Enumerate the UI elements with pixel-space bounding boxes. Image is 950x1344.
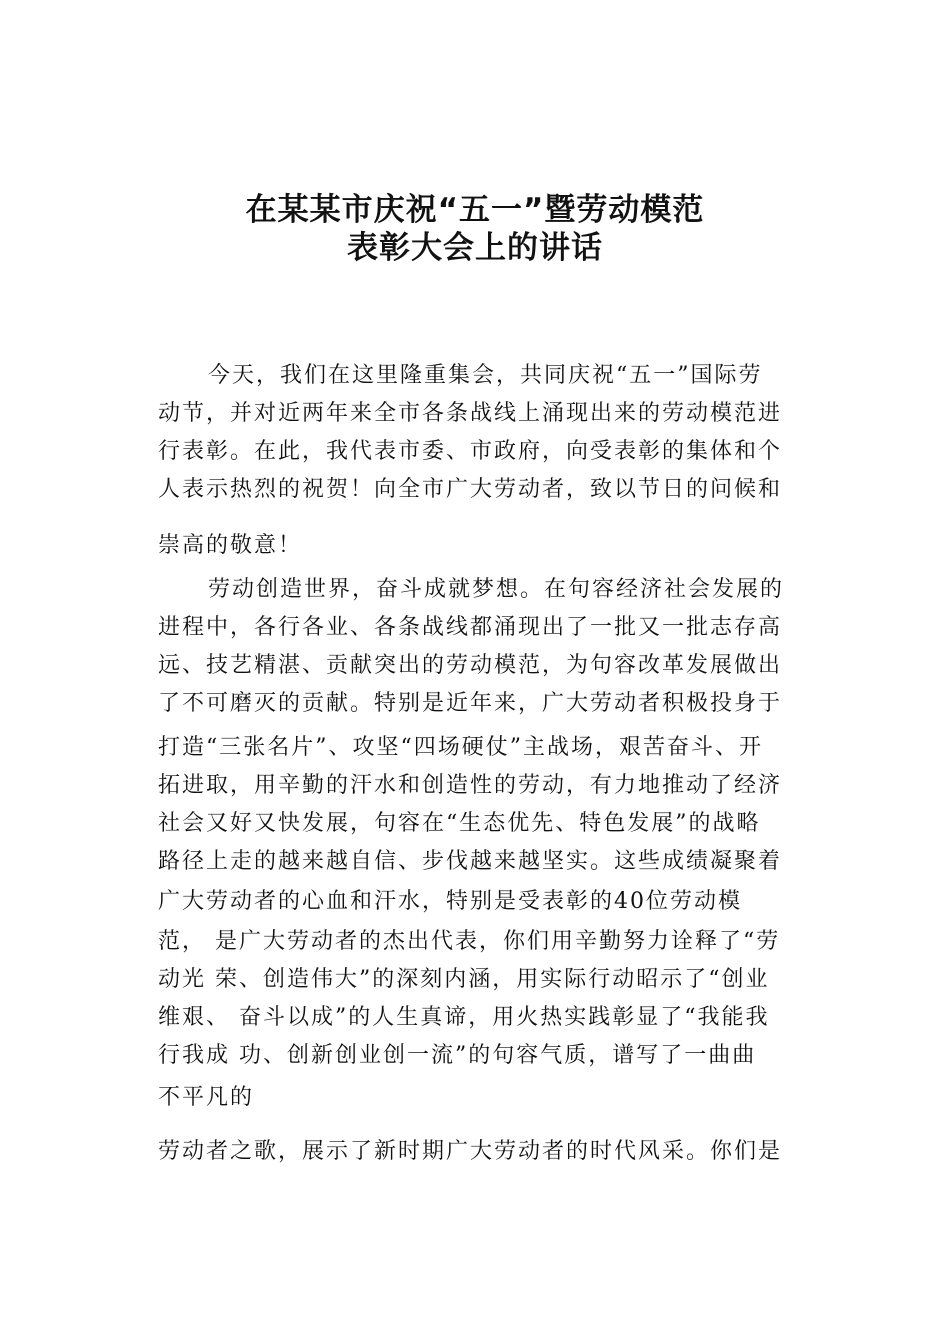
paragraph-1-line-2: 动节，并对近两年来全市各条战线上涌现出来的劳动模范进 <box>158 401 783 426</box>
paragraph-2-line-8: 路径上走的越来越自信、步伐越来越坚实。这些成绩凝聚着 <box>158 849 783 874</box>
paragraph-2-line-4: 了不可磨灭的贡献。特别是近年来，广大劳动者积极投身于 <box>158 691 783 716</box>
paragraph-2-line-2: 进程中，各行各业、各条战线都涌现出了一批又一批志存高 <box>158 615 783 640</box>
paragraph-1-line-3: 行表彰。在此，我代表市委、市政府，向受表彰的集体和个 <box>158 439 783 464</box>
paragraph-2-line-13: 行我成 功、创新创业创一流”的句容气质，谱写了一曲曲 <box>158 1043 757 1068</box>
paragraph-1-line-5: 崇高的敬意！ <box>158 533 303 558</box>
paragraph-2-line-11: 动光 荣、创造伟大”的深刻内涵，用实际行动昭示了“创业 <box>158 967 770 992</box>
paragraph-2-line-9: 广大劳动者的心血和汗水，特别是受表彰的40位劳动模 <box>158 889 742 914</box>
paragraph-1-line-4: 人表示热烈的祝贺！向全市广大劳动者，致以节日的问候和 <box>158 477 783 502</box>
document-title-line-2: 表彰大会上的讲话 <box>347 230 603 266</box>
paragraph-2-line-3: 远、技艺精湛、贡献突出的劳动模范，为句容改革发展做出 <box>158 653 783 678</box>
paragraph-2-line-7: 社会又好又快发展，句容在“生态优先、特色发展”的战略 <box>158 811 761 836</box>
paragraph-2-line-12: 维艰、 奋斗以成”的人生真谛，用火热实践彰显了“我能我 <box>158 1005 770 1030</box>
paragraph-2-line-15: 劳动者之歌，展示了新时期广大劳动者的时代风采。你们是 <box>158 1139 783 1164</box>
paragraph-2-line-14: 不平凡的 <box>158 1085 255 1110</box>
paragraph-2-line-6: 拓进取，用辛勤的汗水和创造性的劳动，有力地推动了经济 <box>158 773 783 798</box>
paragraph-1-line-1: 今天，我们在这里隆重集会，共同庆祝“五一”国际劳 <box>208 363 763 388</box>
paragraph-2-line-10: 范， 是广大劳动者的杰出代表，你们用辛勤努力诠释了“劳 <box>158 929 781 954</box>
document-title-line-1: 在某某市庆祝“五一”暨劳动模范 <box>245 192 705 228</box>
paragraph-2-line-1: 劳动创造世界，奋斗成就梦想。在句容经济社会发展的 <box>208 577 785 602</box>
paragraph-2-line-5: 打造“三张名片”、攻坚“四场硬仗”主战场，艰苦奋斗、开 <box>158 735 763 760</box>
